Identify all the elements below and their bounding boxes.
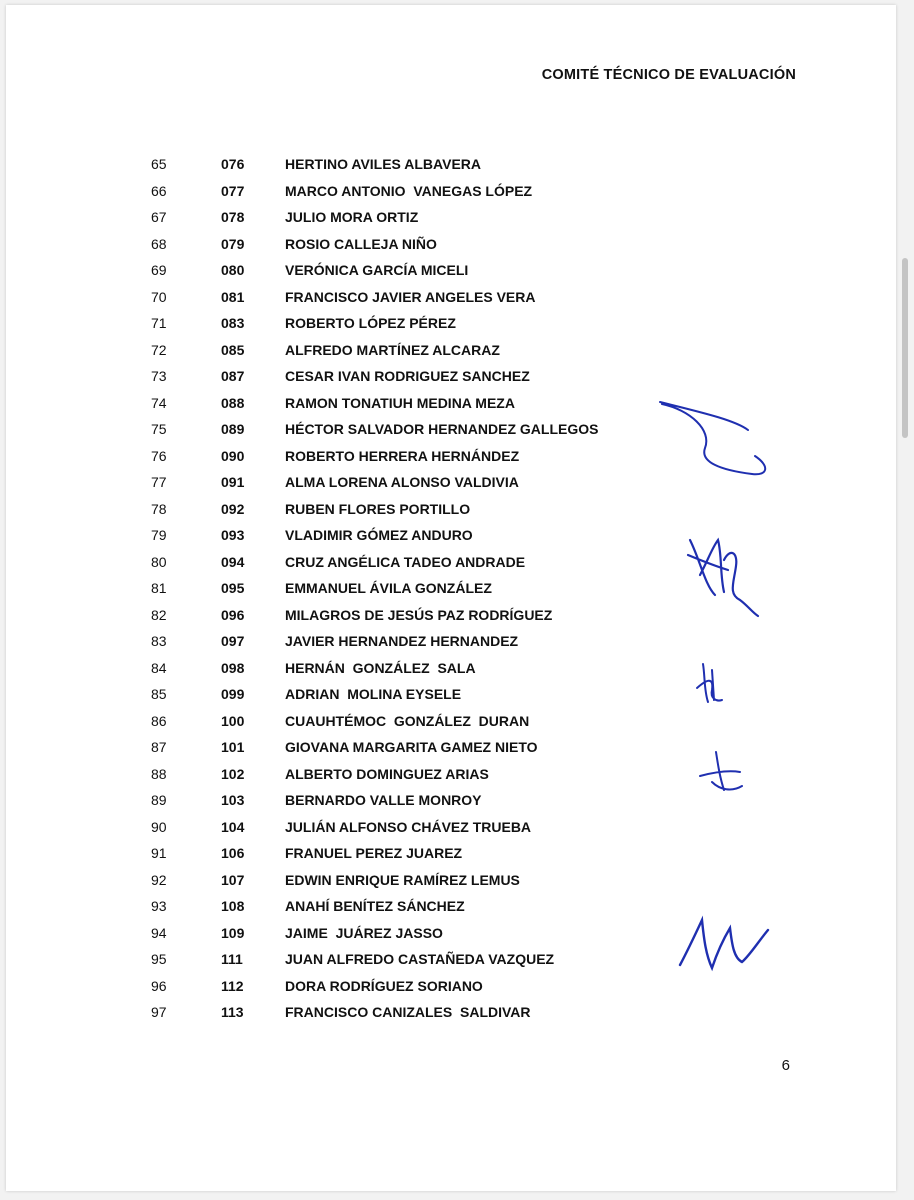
row-code: 083 [221,315,245,331]
list-item [6,416,896,443]
row-code: 077 [221,182,245,199]
scrollbar[interactable] [900,0,912,1200]
row-full-name: ALBERTO DOMINGUEZ ARIAS [285,765,489,782]
list-item [6,310,896,337]
row-number: 82 [151,606,167,623]
row-number: 87 [151,739,167,755]
list-item [6,151,896,178]
list-item [6,469,896,496]
list-item [6,708,896,735]
row-number: 65 [151,156,167,172]
row-number: 97 [151,1004,167,1020]
row-number: 67 [151,209,167,225]
list-item [6,920,896,947]
row-full-name: FRANUEL PEREZ JUAREZ [285,845,463,861]
row-full-name: ROSIO CALLEJA NIÑO [285,235,437,252]
row-full-name: VERÓNICA GARCÍA MICELI [285,262,469,278]
row-number: 78 [151,500,167,517]
row-code: 113 [221,1004,244,1020]
row-code: 087 [221,368,245,384]
row-full-name: MARCO ANTONIO VANEGAS LÓPEZ [285,182,533,199]
row-code: 085 [221,341,245,358]
list-item [6,761,896,788]
row-number: 70 [151,288,167,305]
row-full-name: CUAUHTÉMOC GONZÁLEZ DURAN [285,712,530,729]
row-full-name: HERTINO AVILES ALBAVERA [285,156,482,172]
row-full-name: CRUZ ANGÉLICA TADEO ANDRADE [285,553,526,570]
list-item [6,893,896,920]
row-number: 95 [151,951,167,967]
list-item [6,284,896,311]
row-code: 094 [221,553,245,570]
list-item [6,522,896,549]
row-full-name: ALMA LORENA ALONSO VALDIVIA [285,474,519,490]
list-item [6,337,896,364]
list-item [6,681,896,708]
row-code: 106 [221,845,245,861]
row-code: 108 [221,898,245,914]
list-item [6,575,896,602]
row-number: 79 [151,527,167,543]
row-number: 81 [151,580,167,596]
row-full-name: VLADIMIR GÓMEZ ANDURO [285,527,473,543]
list-item [6,946,896,973]
row-code: 104 [221,818,245,835]
row-code: 095 [221,580,245,596]
row-code: 080 [221,262,245,278]
list-item [6,787,896,814]
row-full-name: HERNÁN GONZÁLEZ SALA [285,659,476,676]
row-full-name: ANAHÍ BENÍTEZ SÁNCHEZ [285,898,465,914]
row-code: 096 [221,606,245,623]
row-full-name: EMMANUEL ÁVILA GONZÁLEZ [285,580,492,596]
row-full-name: FRANCISCO CANIZALES SALDIVAR [285,1004,531,1020]
row-full-name: DORA RODRÍGUEZ SORIANO [285,977,483,994]
row-full-name: ALFREDO MARTÍNEZ ALCARAZ [285,341,500,358]
list-item [6,867,896,894]
row-full-name: ADRIAN MOLINA EYSELE [285,686,462,702]
list-item [6,443,896,470]
committee-header: COMITÉ TÉCNICO DE EVALUACIÓN [541,67,796,83]
row-full-name: GIOVANA MARGARITA GAMEZ NIETO [285,739,538,755]
list-item [6,628,896,655]
row-code: 076 [221,156,245,172]
row-number: 92 [151,871,167,888]
row-code: 097 [221,633,245,649]
row-number: 85 [151,686,167,702]
row-full-name: ROBERTO HERRERA HERNÁNDEZ [285,447,520,464]
row-number: 96 [151,977,167,994]
row-code: 088 [221,394,245,411]
row-code: 107 [221,871,245,888]
row-number: 76 [151,447,167,464]
list-item [6,814,896,841]
row-number: 68 [151,235,167,252]
row-full-name: JULIO MORA ORTIZ [285,209,419,225]
list-item [6,973,896,1000]
row-code: 098 [221,659,245,676]
scrollbar-thumb[interactable] [902,258,908,438]
row-number: 88 [151,765,167,782]
row-number: 89 [151,792,167,808]
row-code: 078 [221,209,245,225]
list-item [6,655,896,682]
list-item [6,549,896,576]
row-code: 081 [221,288,245,305]
list-item [6,734,896,761]
list-item [6,178,896,205]
row-code: 101 [221,739,245,755]
row-code: 089 [221,421,245,437]
row-code: 102 [221,765,245,782]
row-code: 111 [221,951,243,967]
row-full-name: BERNARDO VALLE MONROY [285,792,482,808]
row-number: 72 [151,341,167,358]
row-code: 090 [221,447,245,464]
row-number: 77 [151,474,167,490]
list-item [6,602,896,629]
row-number: 80 [151,553,167,570]
page-number: 6 [781,1057,790,1074]
row-full-name: HÉCTOR SALVADOR HERNANDEZ GALLEGOS [285,421,599,437]
row-number: 90 [151,818,167,835]
row-full-name: RAMON TONATIUH MEDINA MEZA [285,394,515,411]
row-full-name: RUBEN FLORES PORTILLO [285,500,471,517]
row-number: 71 [151,315,167,331]
row-code: 079 [221,235,245,252]
list-item [6,496,896,523]
row-code: 093 [221,527,245,543]
row-number: 69 [151,262,167,278]
row-code: 103 [221,792,245,808]
list-item [6,363,896,390]
row-full-name: FRANCISCO JAVIER ANGELES VERA [285,288,536,305]
row-number: 66 [151,182,167,199]
list-item [6,231,896,258]
row-full-name: JAVIER HERNANDEZ HERNANDEZ [285,633,519,649]
list-item [6,204,896,231]
row-code: 100 [221,712,245,729]
list-item [6,390,896,417]
row-full-name: EDWIN ENRIQUE RAMÍREZ LEMUS [285,871,520,888]
document-page [6,5,896,1191]
row-full-name: JUAN ALFREDO CASTAÑEDA VAZQUEZ [285,951,555,967]
row-number: 73 [151,368,167,384]
row-full-name: ROBERTO LÓPEZ PÉREZ [285,315,456,331]
row-code: 091 [221,474,245,490]
row-full-name: JULIÁN ALFONSO CHÁVEZ TRUEBA [285,818,532,835]
list-item [6,840,896,867]
list-item [6,257,896,284]
row-full-name: MILAGROS DE JESÚS PAZ RODRÍGUEZ [285,606,553,623]
row-number: 91 [151,845,167,861]
row-number: 74 [151,394,167,411]
row-code: 099 [221,686,245,702]
row-number: 94 [151,924,167,941]
row-full-name: JAIME JUÁREZ JASSO [285,924,443,941]
row-code: 112 [221,977,244,994]
row-number: 93 [151,898,167,914]
row-number: 84 [151,659,167,676]
row-code: 109 [221,924,245,941]
row-number: 75 [151,421,167,437]
participant-list [6,151,896,1026]
row-number: 86 [151,712,167,729]
row-code: 092 [221,500,245,517]
list-item [6,999,896,1026]
row-full-name: CESAR IVAN RODRIGUEZ SANCHEZ [285,368,530,384]
row-number: 83 [151,633,167,649]
